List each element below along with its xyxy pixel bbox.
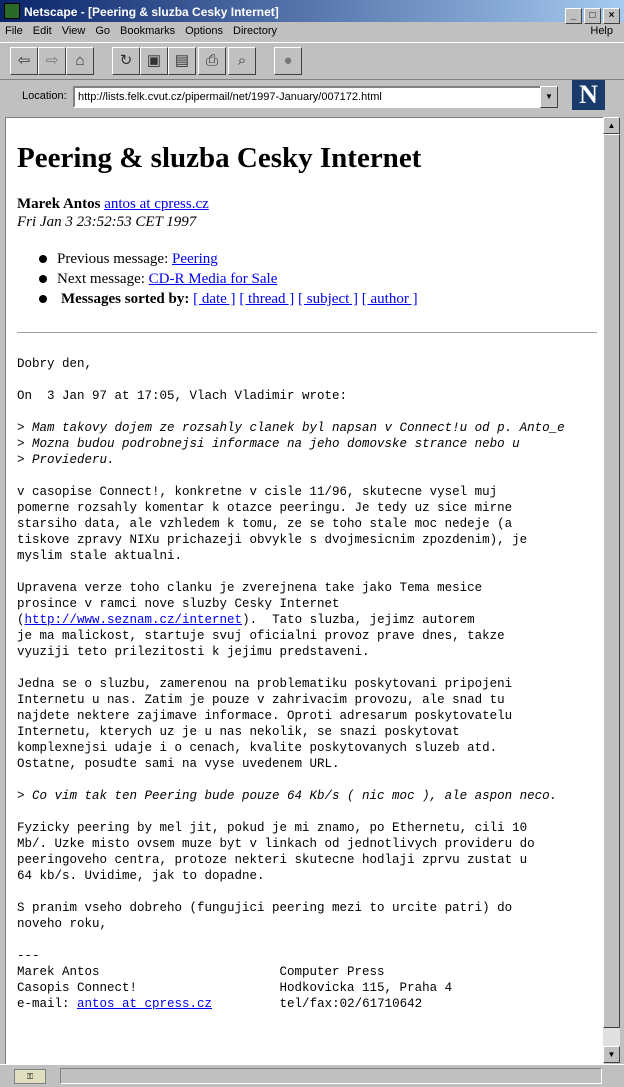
close-icon[interactable]: × — [603, 8, 620, 24]
menu-bookmarks[interactable]: Bookmarks — [120, 25, 176, 37]
images-icon[interactable]: ▣ — [140, 47, 168, 75]
status-text — [60, 1068, 602, 1084]
scroll-down-icon[interactable]: ▼ — [603, 1046, 620, 1063]
body-text-2: v casopise Connect!, konkretne v cisle 11/96, skutecne vysel muj pomerne rozsahly komentar k otazce peeringu. Je tedy uz sice mirne starsiho data, ale vzhledem k tomu, ze se toho stale moc nedeje (a tiskove zpravy NIXu prichazeji obvykle s dvojmesicnim zpozdenim), je myslim stale aktualni. Upravena verze toho clanku je zverejnena take jako Tema mesice prosince v ramci nove sluzby Cesky Internet ( — [17, 485, 528, 627]
window-title: Netscape - [Peering & sluzba Cesky Internet] — [24, 4, 279, 19]
scroll-up-icon[interactable]: ▲ — [603, 117, 620, 134]
author-name: Marek Antos — [17, 196, 101, 212]
location-input[interactable]: http://lists.felk.cvut.cz/pipermail/net/1997-January/007172.html — [73, 86, 546, 108]
menu-file[interactable]: File — [5, 25, 23, 37]
quote-1: > Mam takovy dojem ze rozsahly clanek byl napsan v Connect!u od p. Anto_e > Mozna budou podrobnejsi informace na jeho domovske strance nebo u > Proviederu. — [17, 421, 565, 467]
sort-thread-link[interactable]: [ thread ] — [239, 291, 295, 307]
quote-2: > Co vim tak ten Peering bude pouze 64 Kb/s ( nic moc ), ale aspon neco. — [17, 789, 558, 803]
vertical-scrollbar[interactable] — [603, 117, 620, 1063]
print-icon[interactable]: ⎙ — [198, 47, 226, 75]
seznam-link[interactable]: http://www.seznam.cz/internet — [24, 613, 243, 627]
reload-icon[interactable]: ↻ — [112, 47, 140, 75]
sort-item — [57, 289, 597, 309]
status-bar — [0, 1064, 624, 1087]
next-message-item — [57, 269, 597, 289]
netscape-app-icon — [4, 3, 20, 19]
divider — [17, 332, 597, 334]
menu-view[interactable]: View — [61, 25, 86, 37]
body-text-5: tel/fax:02/61710642 — [212, 997, 423, 1011]
home-icon[interactable]: ⌂ — [66, 47, 94, 75]
page-viewport — [5, 117, 604, 1065]
body-text-1: Dobry den, On 3 Jan 97 at 17:05, Vlach Vladimir wrote: — [17, 357, 348, 403]
message-body — [17, 356, 597, 1012]
menu-directory[interactable]: Directory — [233, 25, 278, 37]
find-icon[interactable]: ⌕ — [228, 47, 256, 75]
message-nav — [17, 249, 597, 309]
scroll-thumb[interactable] — [603, 134, 620, 1028]
page-title: Peering & sluzba Cesky Internet — [17, 142, 422, 174]
back-icon[interactable]: ⇦ — [10, 47, 38, 75]
chevron-down-icon[interactable]: ▼ — [540, 86, 558, 108]
next-message-link[interactable]: CD-R Media for Sale — [148, 271, 278, 287]
message-date: Fri Jan 3 23:52:53 CET 1997 — [17, 214, 197, 230]
menu-options[interactable]: Options — [185, 25, 223, 37]
prev-message-item — [57, 249, 597, 269]
menu-help[interactable]: Help — [590, 25, 613, 37]
minimize-icon[interactable]: _ — [565, 8, 582, 24]
menu-bar — [0, 22, 624, 42]
author-email-link[interactable]: antos at cpress.cz — [104, 196, 209, 212]
location-bar — [0, 79, 624, 115]
page-body — [17, 118, 597, 1012]
body-text-4: Fyzicky peering by mel jit, pokud je mi znamo, po Ethernetu, cili 10 Mb/. Uzke misto ovsem muze byt v linkach od jednotlivych provideru do peeringoveho centra, protoze nekteri skutecne hodlaji zprvu zustat u 64 kb/s. Uvidime, jak to dopadne. S pranim vseho dobreho (fungujici peering mezi to urcite patri) do noveho roku, --- Marek Antos Computer Press Casopis Connect! Hodkovicka 115, Praha 4 e-mail: — [17, 821, 535, 1011]
open-icon[interactable]: ▤ — [168, 47, 196, 75]
next-label: Next message: — [57, 271, 145, 287]
security-key-icon: ⚿ — [14, 1069, 46, 1084]
body-text-3: ). Tato sluzba, jejimz autorem je ma malickost, startuje svuj oficialni provoz prave dnes, takze vyuziji teto prilezitosti k jejimu predstaveni. Jedna se o sluzbu, zamerenou na problematiku poskytovani pripojeni Internetu u nas. Zatim je pouze v zahrivacim provozu, ale snad tu najdete nektere zajimave informace. Oproti adresarum poskytovatelu Internetu, kterych uz je u nas nekolik, se snazi poskytovat komplexnejsi udaje i o cenach, kvalite poskytovanych sluzeb atd. Ostatne, posudte sami na vyse uvedenem URL. — [17, 613, 513, 771]
title-bar — [0, 0, 624, 22]
menu-edit[interactable]: Edit — [32, 25, 52, 37]
menu-go[interactable]: Go — [95, 25, 111, 37]
location-label: Location: — [22, 90, 67, 102]
prev-message-link[interactable]: Peering — [171, 251, 218, 267]
sorted-label: Messages sorted by: — [61, 291, 190, 307]
maximize-icon[interactable]: □ — [584, 8, 601, 24]
sort-date-link[interactable]: [ date ] — [193, 291, 236, 307]
forward-icon[interactable]: ⇨ — [38, 47, 66, 75]
byline — [17, 195, 597, 213]
netscape-logo[interactable]: N — [572, 80, 605, 110]
stop-icon[interactable]: ● — [274, 47, 302, 75]
toolbar — [0, 42, 624, 80]
prev-label: Previous message: — [57, 251, 169, 267]
sort-subject-link[interactable]: [ subject ] — [298, 291, 359, 307]
signature-email-link[interactable]: antos at cpress.cz — [77, 997, 213, 1011]
sort-author-link[interactable]: [ author ] — [361, 291, 418, 307]
